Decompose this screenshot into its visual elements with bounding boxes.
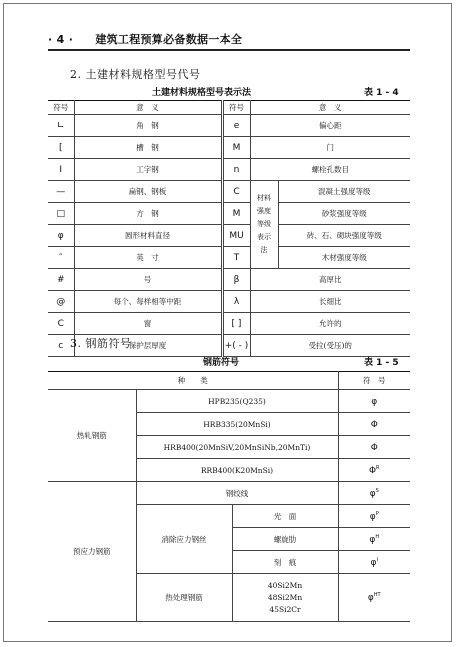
table-row [48, 291, 410, 313]
table-row [48, 482, 410, 505]
meaning-cell: 扁钢、钢板 [74, 181, 222, 203]
table-row [48, 203, 410, 225]
col-header-symbol: 符 号 [338, 372, 410, 390]
table-row [48, 137, 410, 159]
symbol-cell: c [48, 335, 74, 357]
subcategory-heat-treated: 热处理钢筋 [136, 574, 232, 622]
symbol-cell: I [48, 159, 74, 181]
rebar-symbol: $\varphi^{HT}$ [338, 574, 410, 622]
running-header [48, 31, 242, 47]
meaning-cell: 受拉(受压)的 [250, 335, 410, 357]
meaning-cell: 号 [74, 269, 222, 291]
symbol-cell: M [222, 137, 250, 159]
col-header-type: 种 类 [48, 372, 338, 390]
table-caption-1-5: 钢筋符号 [203, 358, 240, 368]
symbol-cell: +( - ) [222, 335, 250, 357]
rebar-symbol: $\varphi^I$ [338, 551, 410, 574]
symbol-cell: @ [48, 291, 74, 313]
symbol-cell: □ [48, 203, 74, 225]
rebar-symbol: Φ [338, 413, 410, 436]
meaning-cell: 木材强度等级 [278, 247, 410, 269]
rebar-grade: 光 面 [232, 505, 338, 528]
table-row [48, 313, 410, 335]
symbol-cell: ″ [48, 247, 74, 269]
meaning-cell: 每个、每样相等中距 [74, 291, 222, 313]
meaning-cell: 方 钢 [74, 203, 222, 225]
heat-treated-grades: 40Si2Mn 48Si2Mn 45Si2Cr [232, 574, 338, 622]
table-header-row [48, 101, 410, 115]
rebar-grade: HRB400(20MnSiV,20MnSiNb,20MnTi) [136, 436, 338, 459]
meaning-cell: 窗 [74, 313, 222, 335]
header-rule [48, 49, 410, 51]
meaning-cell: 槽 钢 [74, 137, 222, 159]
table-row [48, 115, 410, 137]
category-hot-rolled: 热轧钢筋 [48, 390, 136, 482]
rebar-grade: HPB235(Q235) [136, 390, 338, 413]
rebar-symbol: $\varphi^P$ [338, 505, 410, 528]
meaning-cell: 高厚比 [250, 269, 410, 291]
rebar-symbol: φ [338, 390, 410, 413]
meaning-cell: 螺栓孔数目 [250, 159, 410, 181]
rebar-symbol: $\varphi^H$ [338, 528, 410, 551]
table-row [48, 159, 410, 181]
table-number-1-5: 表 1 - 5 [364, 358, 399, 368]
rebar-symbol: $\Phi^R$ [338, 459, 410, 482]
symbol-cell: C [222, 181, 250, 203]
col-header-meaning: 意 义 [74, 101, 222, 115]
strength-grade-label: 材料 强度 等级 表示 法 [250, 181, 278, 269]
table-header-row [48, 372, 410, 390]
meaning-cell: 砂浆强度等级 [278, 203, 410, 225]
meaning-cell: 门 [250, 137, 410, 159]
rebar-grade: 螺旋肋 [232, 528, 338, 551]
symbol-cell: MU [222, 225, 250, 247]
book-title: 建筑工程预算必备数据一本全 [95, 33, 243, 46]
col-header-symbol: 符号 [48, 101, 74, 115]
symbol-cell: C [48, 313, 74, 335]
symbol-cell: n [222, 159, 250, 181]
meaning-cell: 混凝土强度等级 [278, 181, 410, 203]
subcategory-stress-relieved: 消除应力钢丝 [136, 505, 232, 574]
section-heading-materials: 2. 土建材料规格型号代号 [70, 68, 201, 81]
table-row [48, 247, 410, 269]
page-number: · 4 · [48, 33, 74, 46]
col-header-meaning: 意 义 [250, 101, 410, 115]
meaning-cell: 圆形材料直径 [74, 225, 222, 247]
symbol-cell: ∟ [48, 115, 74, 137]
table-row [48, 390, 410, 413]
symbol-cell: e [222, 115, 250, 137]
meaning-cell: 长细比 [250, 291, 410, 313]
symbol-cell: [ ] [222, 313, 250, 335]
meaning-cell: 偏心距 [250, 115, 410, 137]
symbol-cell: β [222, 269, 250, 291]
meaning-cell: 工字钢 [74, 159, 222, 181]
symbol-cell: λ [222, 291, 250, 313]
rebar-symbol-table [48, 371, 410, 622]
symbol-cell: T [222, 247, 250, 269]
table-caption-1-4: 土建材料规格型号表示法 [152, 88, 252, 98]
rebar-grade: 钢绞线 [136, 482, 338, 505]
rebar-grade: HRB335(20MnSi) [136, 413, 338, 436]
rebar-grade: RRB400(K20MnSi) [136, 459, 338, 482]
table-row [48, 181, 410, 203]
symbol-cell: M [222, 203, 250, 225]
table-number-1-4: 表 1 - 4 [364, 88, 399, 98]
meaning-cell: 允许的 [250, 313, 410, 335]
rebar-grade: 刻 痕 [232, 551, 338, 574]
symbol-cell: [ [48, 137, 74, 159]
meaning-cell: 保护层厚度 [74, 335, 222, 357]
table-row [48, 225, 410, 247]
meaning-cell: 角 钢 [74, 115, 222, 137]
symbol-cell: — [48, 181, 74, 203]
symbol-cell: φ [48, 225, 74, 247]
symbol-cell: # [48, 269, 74, 291]
meaning-cell: 英 寸 [74, 247, 222, 269]
category-prestressed: 预应力钢筋 [48, 482, 136, 622]
materials-symbol-table [48, 100, 410, 357]
meaning-cell: 砖、石、砌块强度等级 [278, 225, 410, 247]
rebar-symbol: $\varphi^S$ [338, 482, 410, 505]
col-header-symbol: 符号 [222, 101, 250, 115]
rebar-symbol: Φ [338, 436, 410, 459]
section-heading-rebar: 3. 钢筋符号 [70, 337, 132, 350]
table-row [48, 269, 410, 291]
